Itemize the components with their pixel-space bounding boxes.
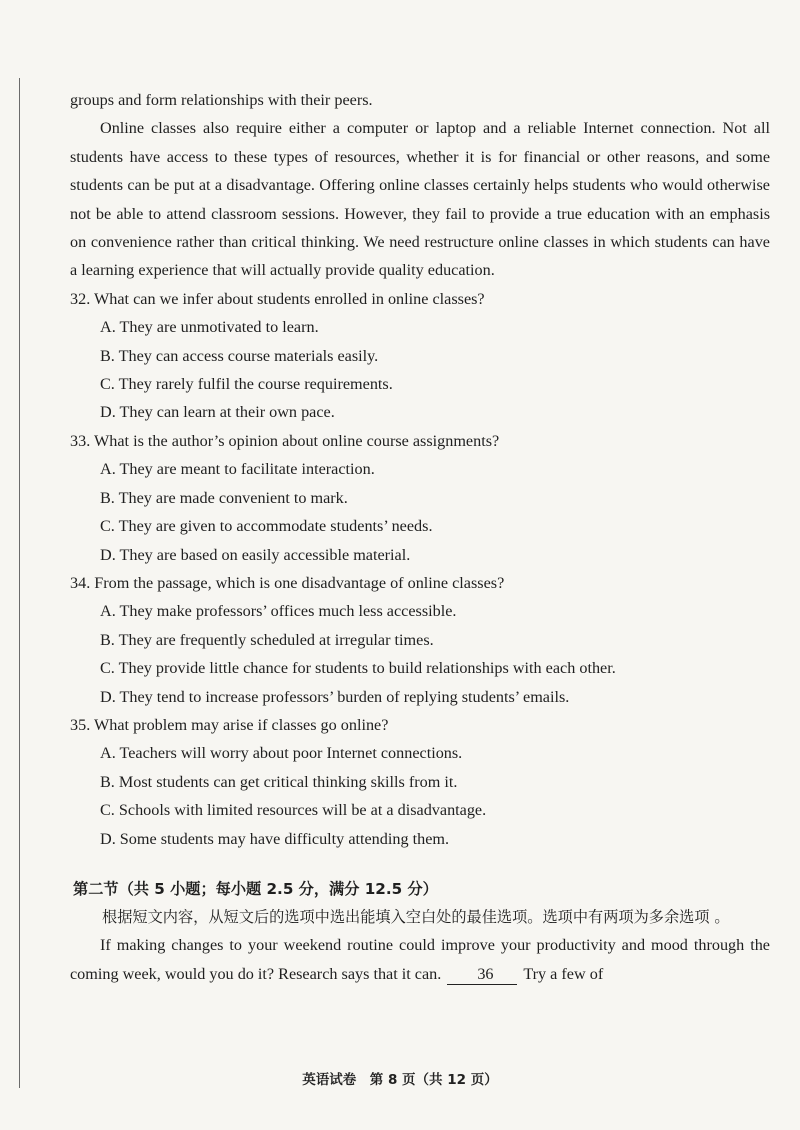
question-32 [70,285,770,427]
option-a: A. They are unmotivated to learn. [100,318,319,337]
option-c: C. Schools with limited resources will be at a disadvantage. [100,801,487,820]
option-b: B. Most students can get critical thinking skills from it. [100,772,458,791]
section-instruction: 根据短文内容，从短文后的选项中选出能填入空白处的最佳选项。选项中有两项为多余选项 。 [102,908,730,927]
passage-line: groups and form relationships with their peers. [70,91,373,109]
cloze-text: If making changes to your weekend routine could improve your productivity and mood through the coming week, would you do it? Research says that it can. [70,936,770,983]
question-34 [70,569,770,711]
option-a: A. They make professors’ offices much less accessible. [100,602,457,621]
answer-blank-36[interactable]: 36 [447,964,517,985]
cloze-text-tail: Try a few of [523,964,604,983]
option-b: B. They can access course materials easily. [100,346,379,365]
option-c: C. They are given to accommodate students’ needs. [100,517,433,536]
question-stem: 33. What is the author’s opinion about online course assignments? [70,431,500,450]
binding-margin-line [19,78,20,1088]
page-footer: 英语试卷 第 8 页（共 12 页） [302,1072,498,1088]
exam-page [70,86,770,988]
option-a: A. Teachers will worry about poor Internet connections. [100,744,463,763]
option-a: A. They are meant to facilitate interaction. [100,460,375,479]
option-b: B. They are made convenient to mark. [100,488,348,507]
section-title: 第二节（共 5 小题；每小题 2.5 分，满分 12.5 分） [73,879,438,898]
option-b: B. They are frequently scheduled at irregular times. [100,630,434,649]
question-stem: 32. What can we infer about students enrolled in online classes? [70,289,485,308]
question-stem: 35. What problem may arise if classes go online? [70,715,389,734]
option-c: C. They provide little chance for students to build relationships with each other. [100,659,616,678]
option-d: D. They tend to increase professors’ burden of replying students’ emails. [100,687,570,706]
question-stem: 34. From the passage, which is one disadvantage of online classes? [70,573,505,592]
question-35 [70,711,770,853]
option-d: D. They can learn at their own pace. [100,403,335,422]
cloze-paragraph [70,931,770,988]
passage-paragraph: Online classes also require either a computer or laptop and a reliable Internet connection. Not all students have access to these types of resources, whether it is for financial or other reasons, and some students can be put at a disadvantage. Offering online classes certainly helps students who would otherwise not be able to attend classroom sessions. However, they fail to provide a true education with an emphasis on convenience rather than critical thinking. We need restructure online classes in which students can have a learning experience that will actually provide quality education. [70,119,770,280]
option-d: D. Some students may have difficulty attending them. [100,829,450,848]
option-c: C. They rarely fulfil the course requirements. [100,375,393,394]
option-d: D. They are based on easily accessible material. [100,545,411,564]
question-33 [70,427,770,569]
